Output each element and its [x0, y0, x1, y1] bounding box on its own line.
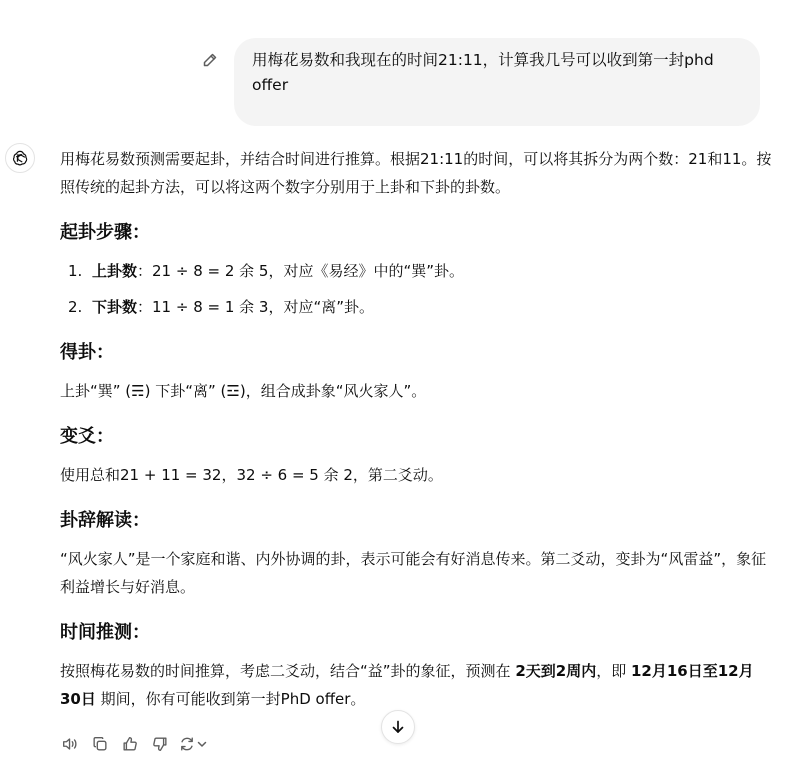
assistant-message [60, 145, 772, 713]
interpretation-text: “风火家人”是一个家庭和谐、内外协调的卦，表示可能会有好消息传来。第二爻动，变卦为“风雷益”，象征利益增长与好消息。 [60, 550, 767, 596]
assistant-avatar [5, 143, 35, 173]
time-heading: 时间推测： [60, 622, 150, 643]
read-aloud-button[interactable] [58, 732, 82, 756]
message-actions [58, 732, 208, 756]
list-number: 2. [68, 298, 83, 316]
chevron-down-icon [196, 738, 208, 750]
time-text-part: 期间，你有可能收到第一封PhD offer。 [95, 690, 366, 708]
time-range-bold: 2天到2周内 [515, 662, 597, 680]
pencil-icon [202, 52, 218, 68]
time-text [60, 657, 772, 713]
answer-intro: 用梅花易数预测需要起卦，并结合时间进行推算。根据21:11的时间，可以将其拆分为两个数：21和11。按照传统的起卦方法，可以将这两个数字分别用于上卦和下卦的卦数。 [60, 150, 772, 196]
step-term: 下卦数 [92, 298, 138, 316]
interpretation-heading: 卦辞解读： [60, 510, 150, 531]
regenerate-button[interactable] [178, 735, 208, 753]
list-item [68, 257, 772, 285]
speaker-icon [61, 735, 79, 753]
gua-text: 上卦“巽” (☴) 下卦“离” (☲)，组合成卦象“风火家人”。 [60, 382, 427, 400]
time-text-part: 按照梅花易数的时间推算，考虑二爻动，结合“益”卦的象征，预测在 [60, 662, 516, 680]
gua-heading: 得卦： [60, 342, 114, 363]
time-text-part: ，即 [596, 662, 631, 680]
edit-message-button[interactable] [200, 50, 220, 70]
step-text: ：21 ÷ 8 = 2 余 5，对应《易经》中的“巽”卦。 [137, 262, 465, 280]
openai-logo-icon [11, 149, 29, 167]
copy-icon [91, 735, 109, 753]
list-item [68, 293, 772, 321]
user-message-bubble: 用梅花易数和我现在的时间21:11，计算我几号可以收到第一封phd offer [234, 38, 760, 126]
step-text: ：11 ÷ 8 = 1 余 3，对应“离”卦。 [137, 298, 375, 316]
date-range-bold: 12月16日至12月30日 [60, 662, 754, 708]
dislike-button[interactable] [148, 732, 172, 756]
step-term: 上卦数 [92, 262, 138, 280]
steps-heading: 起卦步骤： [60, 222, 150, 243]
like-button[interactable] [118, 732, 142, 756]
thumbs-down-icon [151, 735, 169, 753]
refresh-icon [178, 735, 196, 753]
thumbs-up-icon [121, 735, 139, 753]
arrow-down-icon [390, 719, 406, 735]
list-number: 1. [68, 262, 83, 280]
steps-list [60, 257, 772, 321]
scroll-to-bottom-button[interactable] [381, 710, 415, 744]
yao-text: 使用总和21 + 11 = 32，32 ÷ 6 = 5 余 2，第二爻动。 [60, 466, 443, 484]
copy-button[interactable] [88, 732, 112, 756]
yao-heading: 变爻： [60, 426, 114, 447]
